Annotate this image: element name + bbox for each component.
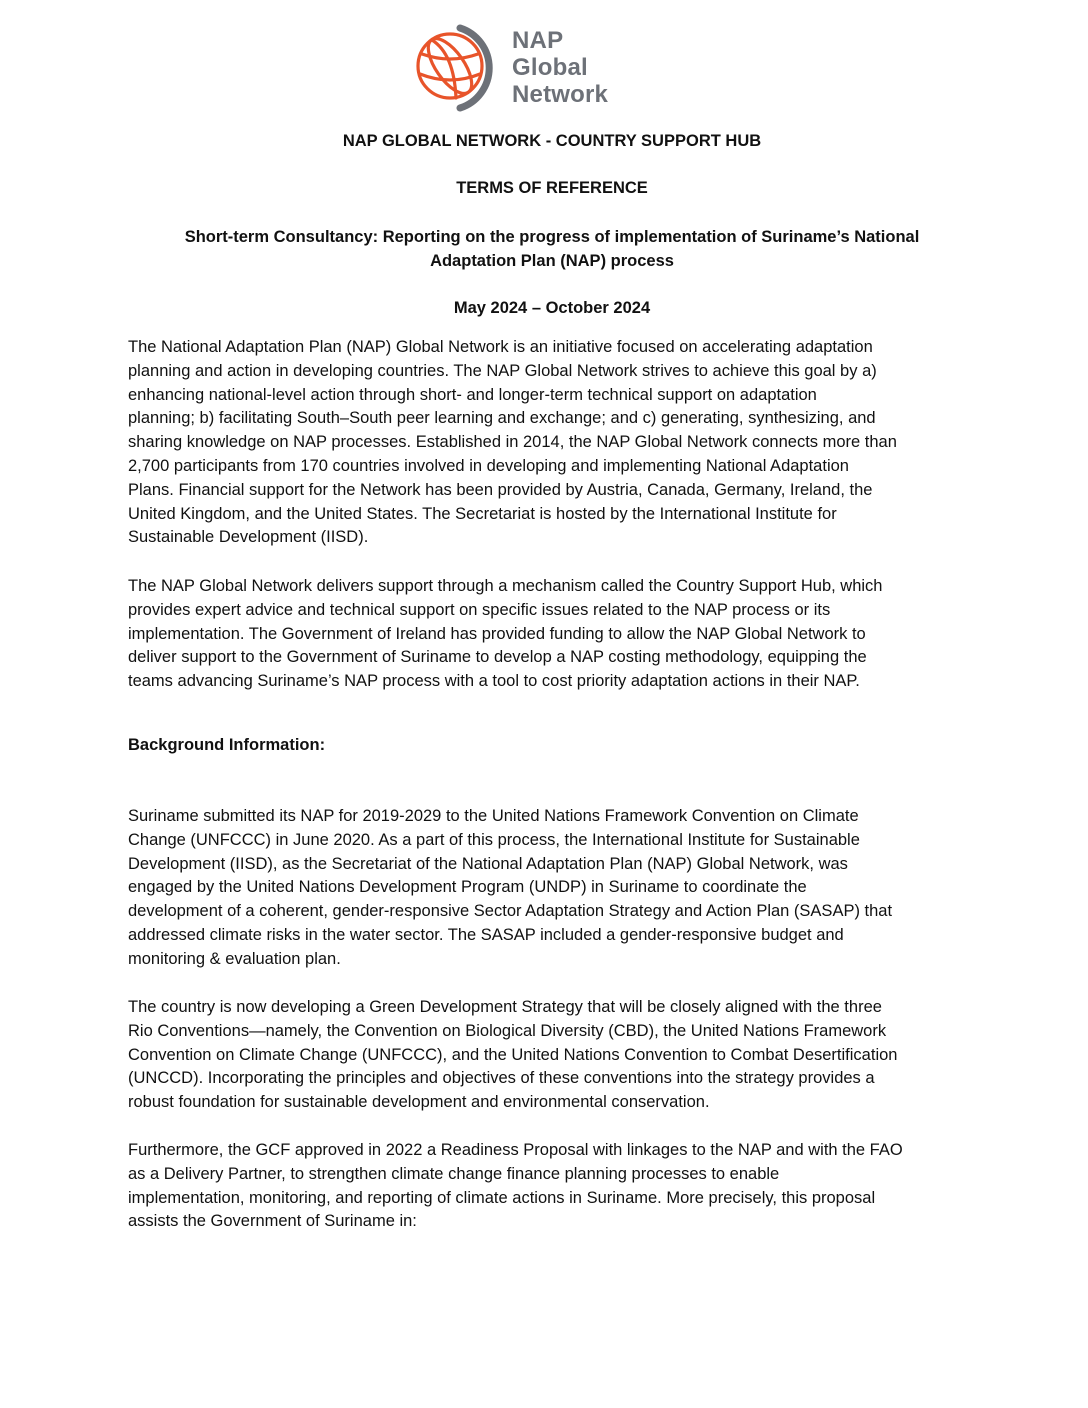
- text-line: Sustainable Development (IISD).: [128, 528, 369, 547]
- nap-global-network-logo: [410, 24, 640, 112]
- text-line: planning; b) facilitating South–South peer learning and exchange; and c) generating, synthesizing, and: [128, 409, 876, 428]
- text-line: The National Adaptation Plan (NAP) Global Network is an initiative focused on accelerating adaptation: [128, 338, 873, 356]
- globe-icon: [410, 24, 506, 112]
- text-line: implementation. The Government of Ireland has provided funding to allow the NAP Global Network to: [128, 624, 866, 643]
- text-line: The country is now developing a Green Development Strategy that will be closely aligned with the three: [128, 998, 882, 1016]
- title-line: Short-term Consultancy: Reporting on the progress of implementation of Suriname’s National: [184, 228, 920, 246]
- text-line: as a Delivery Partner, to strengthen climate change finance planning processes to enable: [128, 1164, 780, 1183]
- text-line: sharing knowledge on NAP processes. Established in 2014, the NAP Global Network connects more than: [128, 433, 897, 452]
- text-line: engaged by the United Nations Development Program (UNDP) in Suriname to coordinate the: [128, 878, 807, 897]
- consultancy-title: [120, 225, 984, 273]
- text-line: Change (UNFCCC) in June 2020. As a part of this process, the International Institute for Sustainable: [128, 830, 860, 849]
- background-paragraph-3: [128, 1139, 968, 1234]
- intro-paragraph: [128, 336, 968, 550]
- logo-line-network: Network: [512, 81, 609, 108]
- background-section-title: Background Information:: [128, 736, 326, 754]
- text-line: robust foundation for sustainable development and environmental conservation.: [128, 1093, 710, 1112]
- support-paragraph: [128, 575, 968, 694]
- text-line: Plans. Financial support for the Network has been provided by Austria, Canada, Germany, Ireland, the: [128, 480, 873, 499]
- text-line: addressed climate risks in the water sector. The SASAP included a gender-responsive budget and: [128, 925, 844, 944]
- text-line: planning and action in developing countries. The NAP Global Network strives to achieve this goal by a): [128, 361, 877, 380]
- text-line: The NAP Global Network delivers support through a mechanism called the Country Support Hub, which: [128, 577, 883, 595]
- text-line: provides expert advice and technical support on specific issues related to the NAP process or its: [128, 600, 831, 619]
- text-line: development of a coherent, gender-responsive Sector Adaptation Strategy and Action Plan (SASAP) that: [128, 902, 893, 921]
- text-line: implementation, monitoring, and reporting of climate actions in Suriname. More precisely, this proposal: [128, 1188, 876, 1207]
- text-line: (UNCCD). Incorporating the principles and objectives of these conventions into the strategy provides a: [128, 1069, 875, 1088]
- background-paragraph-2: [128, 996, 968, 1115]
- text-line: monitoring & evaluation plan.: [128, 949, 341, 968]
- date-range: May 2024 – October 2024: [453, 299, 651, 317]
- text-line: 2,700 participants from 170 countries involved in developing and implementing National Adaptation: [128, 456, 849, 475]
- tor-heading: TERMS OF REFERENCE: [456, 179, 648, 197]
- text-line: Suriname submitted its NAP for 2019-2029 to the United Nations Framework Convention on Climate: [128, 807, 859, 825]
- text-line: Furthermore, the GCF approved in 2022 a Readiness Proposal with linkages to the NAP and with the FAO: [128, 1141, 903, 1159]
- text-line: Convention on Climate Change (UNFCCC), and the United Nations Convention to Combat Desertification: [128, 1045, 898, 1064]
- text-line: teams advancing Suriname’s NAP process with a tool to cost priority adaptation actions in their NAP.: [128, 672, 860, 691]
- text-line: Rio Conventions—namely, the Convention on Biological Diversity (CBD), the United Nations Framework: [128, 1021, 887, 1040]
- text-line: enhancing national-level action through short- and longer-term technical support on adaptation: [128, 385, 817, 404]
- text-line: assists the Government of Suriname in:: [128, 1212, 417, 1231]
- text-line: United Kingdom, and the United States. The Secretariat is hosted by the International Institute for: [128, 504, 837, 523]
- text-line: Development (IISD), as the Secretariat of the National Adaptation Plan (NAP) Global Network, was: [128, 854, 848, 873]
- text-line: deliver support to the Government of Suriname to develop a NAP costing methodology, equipping the: [128, 648, 867, 667]
- logo-line-global: Global: [512, 54, 588, 81]
- background-paragraph-1: [128, 805, 968, 972]
- org-heading: NAP GLOBAL NETWORK - COUNTRY SUPPORT HUB: [342, 132, 762, 150]
- logo-line-nap: NAP: [512, 27, 564, 54]
- title-line: Adaptation Plan (NAP) process: [430, 252, 674, 270]
